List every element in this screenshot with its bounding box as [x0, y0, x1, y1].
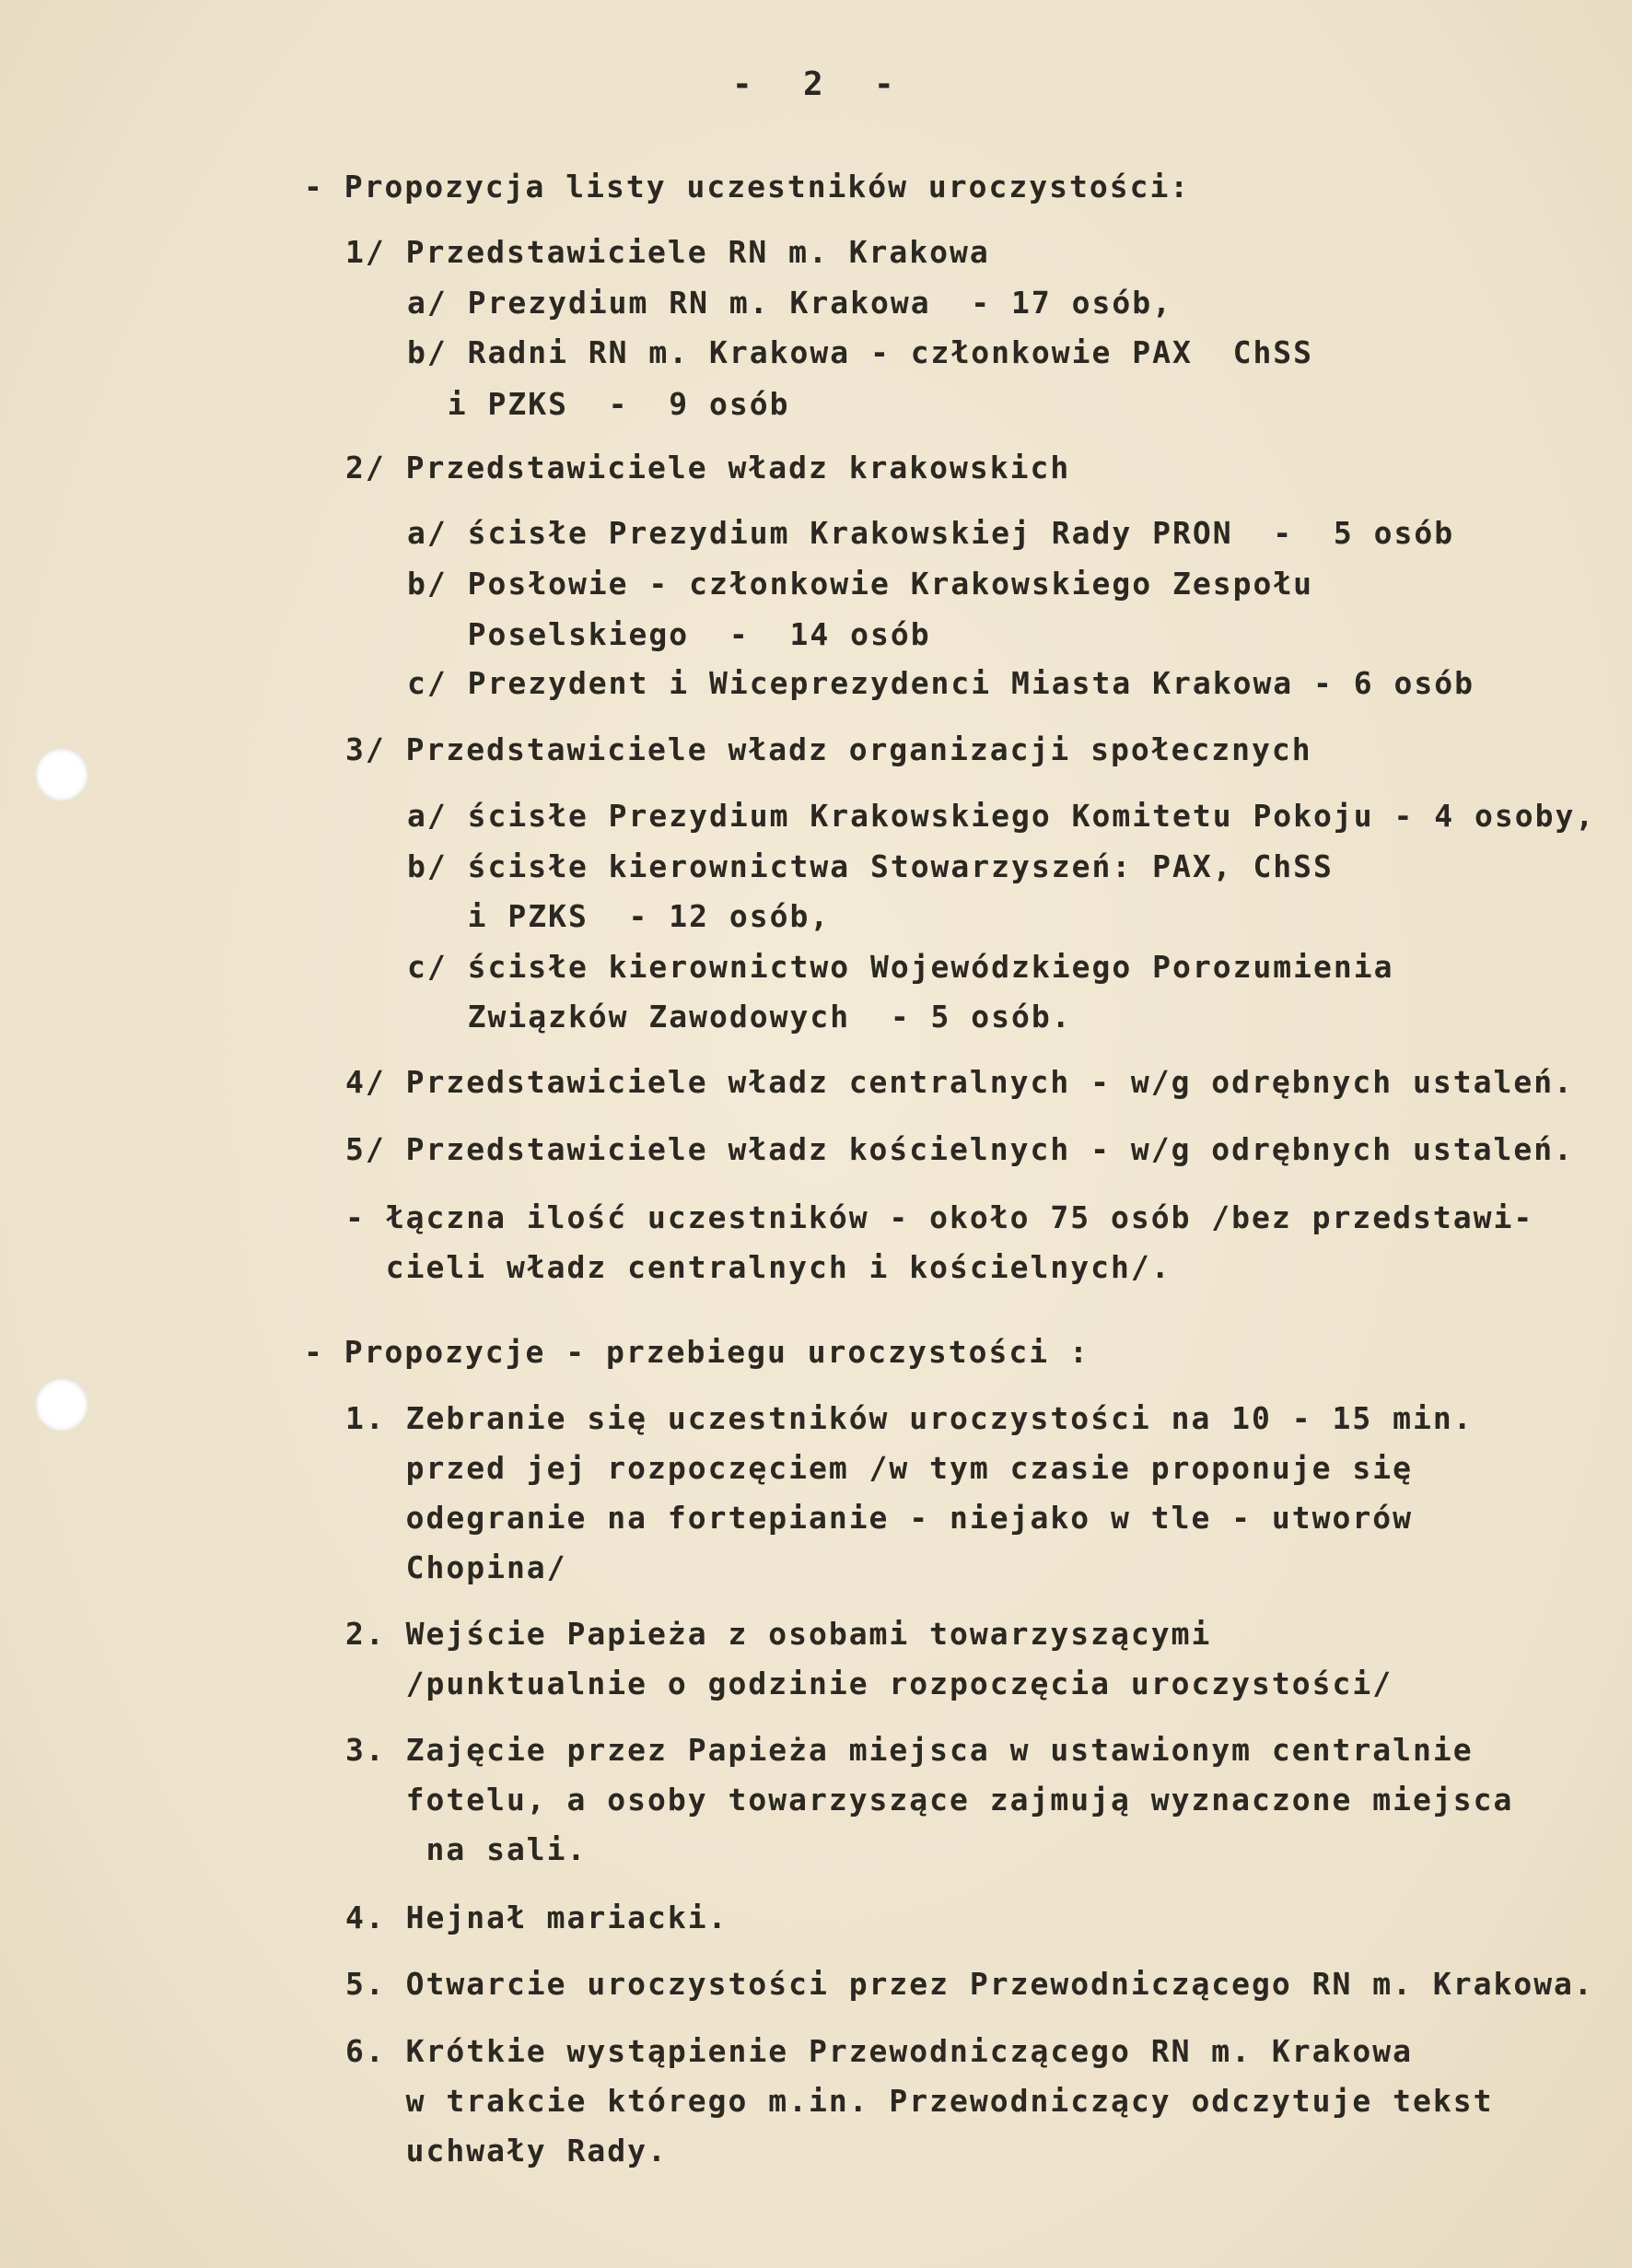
step: uchwały Rady.: [345, 2133, 668, 2169]
sub-item: b/ Posłowie - członkowie Krakowskiego Zespołu: [407, 566, 1314, 602]
step: 3. Zajęcie przez Papieża miejsca w ustawionym centralnie: [345, 1732, 1474, 1768]
list-item: 2/ Przedstawiciele władz krakowskich: [345, 450, 1071, 485]
sub-item: Związków Zawodowych - 5 osób.: [407, 999, 1072, 1035]
list-item: 5/ Przedstawiciele władz kościelnych - w/g odrębnych ustaleń.: [345, 1131, 1574, 1167]
section-heading: - Propozycje - przebiegu uroczystości :: [304, 1334, 1090, 1370]
sub-item: c/ Prezydent i Wiceprezydenci Miasta Krakowa - 6 osób: [407, 665, 1475, 701]
step: 2. Wejście Papieża z osobami towarzyszącymi: [345, 1616, 1212, 1652]
step: 4. Hejnał mariacki.: [345, 1900, 729, 1935]
punch-hole: [35, 748, 88, 801]
list-item: 4/ Przedstawiciele władz centralnych - w/g odrębnych ustaleń.: [345, 1064, 1574, 1100]
step: Chopina/: [345, 1549, 567, 1585]
step: w trakcie którego m.in. Przewodniczący odczytuje tekst: [345, 2083, 1494, 2119]
sub-item: a/ ścisłe Prezydium Krakowskiego Komitetu Pokoju - 4 osoby,: [407, 798, 1596, 834]
step: przed jej rozpoczęciem /w tym czasie proponuje się: [345, 1450, 1413, 1486]
page-number: - 2 -: [732, 65, 898, 103]
list-item: 3/ Przedstawiciele władz organizacji społecznych: [345, 731, 1312, 767]
sub-item: a/ ścisłe Prezydium Krakowskiej Rady PRON - 5 osób: [407, 515, 1455, 551]
total-note: cieli władz centralnych i kościelnych/.: [345, 1249, 1172, 1285]
punch-hole: [35, 1378, 88, 1432]
step: 1. Zebranie się uczestników uroczystości na 10 - 15 min.: [345, 1400, 1474, 1436]
sub-item: a/ Prezydium RN m. Krakowa - 17 osób,: [407, 285, 1172, 321]
step: odegranie na fortepianie - niejako w tle - utworów: [345, 1500, 1413, 1536]
section-heading: - Propozycja listy uczestników uroczystości:: [304, 169, 1191, 205]
step: fotelu, a osoby towarzyszące zajmują wyznaczone miejsca: [345, 1782, 1514, 1818]
sub-item: i PZKS - 9 osób: [407, 386, 790, 422]
step: na sali.: [345, 1831, 588, 1867]
list-item: 1/ Przedstawiciele RN m. Krakowa: [345, 234, 990, 270]
sub-item: b/ ścisłe kierownictwa Stowarzyszeń: PAX, ChSS: [407, 848, 1334, 884]
step: 5. Otwarcie uroczystości przez Przewodniczącego RN m. Krakowa.: [345, 1966, 1594, 2002]
sub-item: Poselskiego - 14 osób: [407, 616, 931, 652]
step: 6. Krótkie wystąpienie Przewodniczącego RN m. Krakowa: [345, 2033, 1413, 2069]
total-note: - łączna ilość uczestników - około 75 osób /bez przedstawi-: [345, 1199, 1534, 1235]
step: /punktualnie o godzinie rozpoczęcia uroczystości/: [345, 1666, 1393, 1701]
sub-item: i PZKS - 12 osób,: [407, 898, 831, 934]
sub-item: b/ Radni RN m. Krakowa - członkowie PAX ChSS: [407, 334, 1314, 370]
sub-item: c/ ścisłe kierownictwo Wojewódzkiego Porozumienia: [407, 949, 1394, 985]
